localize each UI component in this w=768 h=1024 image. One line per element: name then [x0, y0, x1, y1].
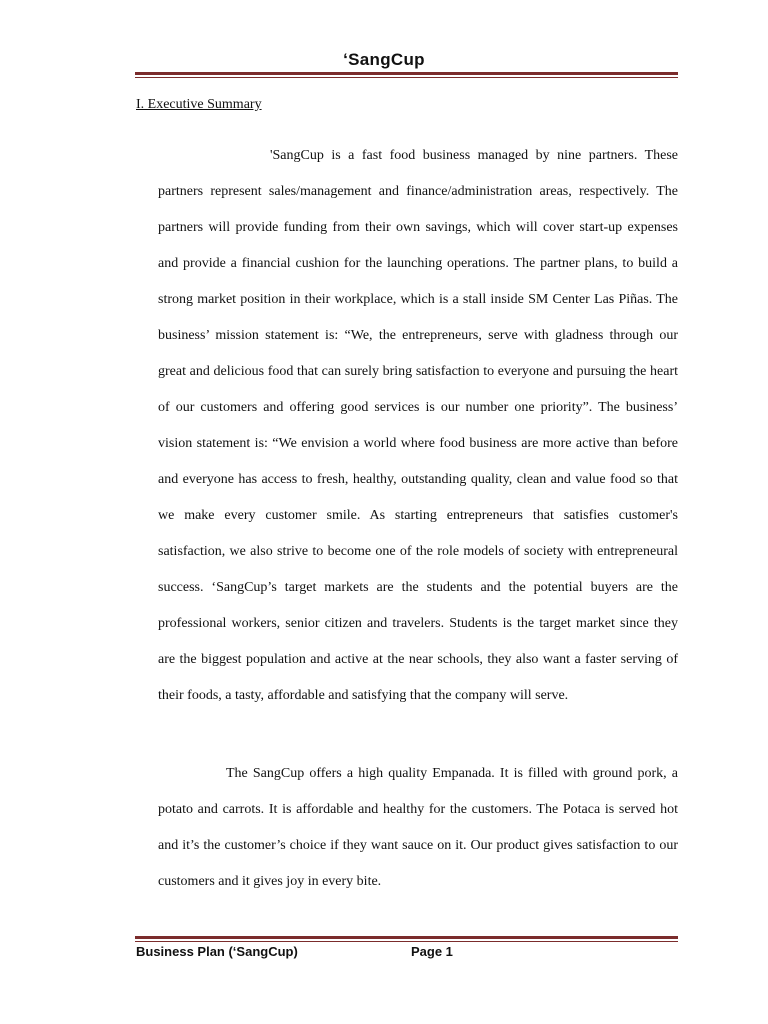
- section-heading: I. Executive Summary: [136, 97, 262, 112]
- footer-page-number: Page 1: [411, 944, 453, 959]
- footer-rule: [135, 936, 678, 942]
- header-rule-thin: [135, 77, 678, 78]
- paragraph-2: The SangCup offers a high quality Empanada. It is filled with ground pork, a potato and carrots. It is affordable and healthy for the customers. The Potaca is served hot and it’s the customer’s choice if they want sauce on it. Our product gives satisfaction to our customers and it gives joy in every bite.: [158, 766, 678, 889]
- header-title: ‘SangCup: [343, 50, 425, 69]
- footer-rule-thin: [135, 941, 678, 942]
- footer-document-title: Business Plan (‘SangCup): [136, 944, 298, 959]
- paragraph-1: 'SangCup is a fast food business managed by nine partners. These partners represent sales/management and finance/administration areas, respectively. The partners will provide funding from their own savings, which will cover start-up expenses and provide a financial cushion for the launching operations. The partner plans, to build a strong market position in their workplace, which is a stall inside SM Center Las Piñas. The business’ mission statement is: “We, the entrepreneurs, serve with gladness through our great and delicious food that can surely bring satisfaction to everyone and pursuing the heart of our customers and offering good services is our number one priority”. The business’ vision statement is: “We envision a world where food business are more active than before and everyone has access to fresh, healthy, outstanding quality, clean and value food so that we make every customer smile. As starting entrepreneurs that satisfies customer's satisfaction, we also strive to become one of the role models of society with entrepreneural success. ‘SangCup’s target markets are the students and the potential buyers are the professional workers, senior citizen and travelers. Students is the target market since they are the biggest population and active at the near schools, they also want a faster serving of their foods, a tasty, affordable and satisfying that the company will serve.: [158, 148, 678, 703]
- header-rule-thick: [135, 72, 678, 75]
- header-rule: [135, 72, 678, 78]
- footer-rule-thick: [135, 936, 678, 939]
